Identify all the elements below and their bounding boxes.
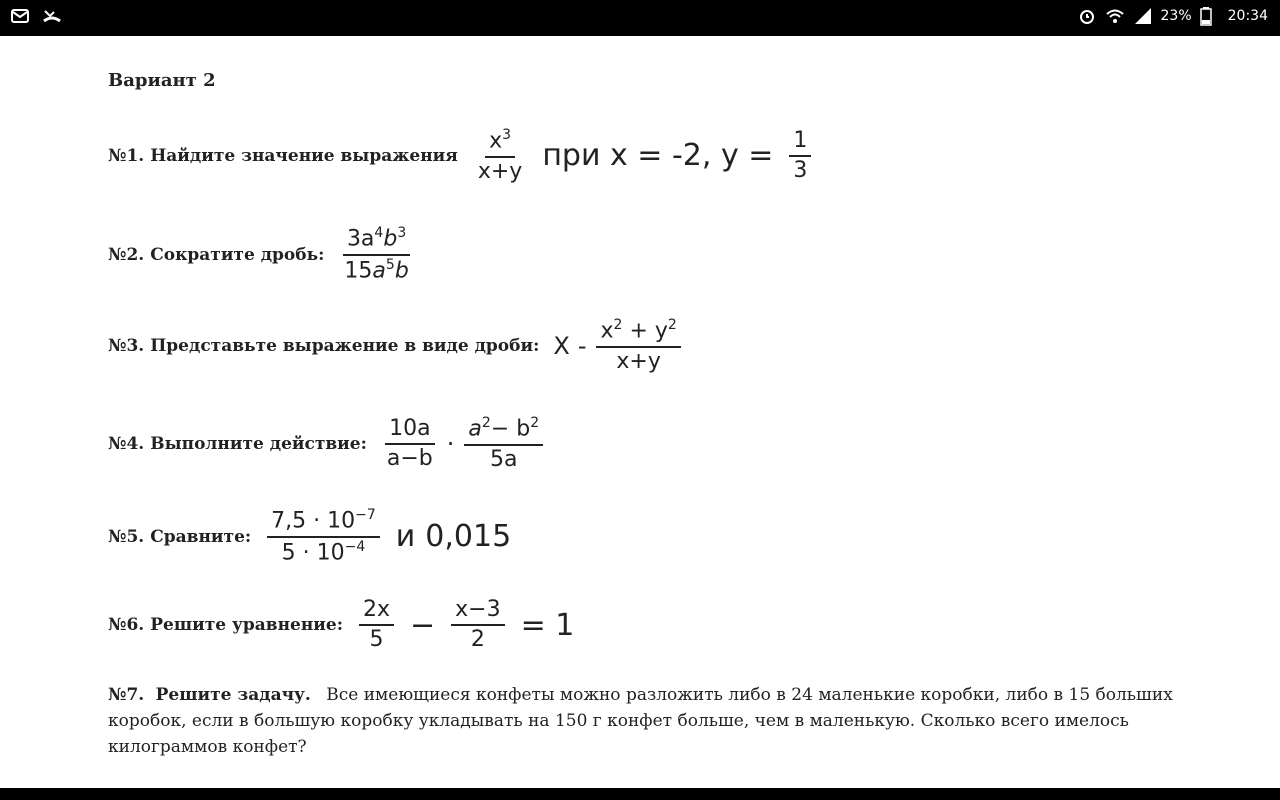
denominator: x+y — [616, 348, 661, 374]
num-part: 7,5 · 10 — [271, 508, 356, 534]
task-label: Решите задачу. — [155, 685, 311, 705]
den-part: 15 — [344, 257, 373, 283]
fraction-expression — [267, 508, 380, 565]
den-part: b — [394, 257, 409, 283]
task-3 — [108, 318, 687, 374]
condition-text: при x = -2, y = — [542, 138, 774, 174]
fraction-1 — [383, 417, 437, 471]
exponent: 5 — [385, 256, 395, 273]
exponent: 2 — [481, 415, 491, 431]
fraction-expression — [340, 226, 412, 283]
num-part: 3a — [346, 226, 375, 252]
task-4 — [108, 416, 549, 472]
exponent: 2 — [667, 317, 677, 333]
fraction-expression — [596, 318, 680, 374]
minus-sign: - — [577, 331, 587, 360]
task-label: Представьте выражение в виде дроби: — [150, 335, 540, 356]
denominator: x+y — [477, 158, 523, 184]
task-number: №2. — [108, 244, 145, 265]
numerator: x−3 — [451, 598, 504, 626]
task-text: Все имеющиеся конфеты можно разложить либо в 24 маленькие коробки, либо в 15 больших коробок, если в большую коробку укладывать на 150 г конфет больше, чем в маленькую. Сколько всего имелось килограммов конфет? — [108, 685, 1173, 757]
den-part: 5 · 10 — [281, 539, 345, 565]
numerator: 10a — [385, 417, 434, 445]
fraction-2 — [451, 598, 504, 652]
task-label: Решите уравнение: — [150, 615, 343, 636]
denominator: 5a — [490, 446, 518, 472]
exponent: 2 — [530, 415, 540, 431]
wifi-icon — [1105, 6, 1125, 26]
exponent: −4 — [344, 538, 366, 555]
denominator: 3 — [793, 157, 808, 183]
task-number: №5. — [108, 526, 145, 547]
exponent: 2 — [613, 317, 623, 333]
battery-percent: 23% — [1160, 8, 1192, 24]
task-number: №7. — [108, 685, 145, 705]
numerator: 2x — [359, 598, 394, 626]
bottom-bar — [0, 788, 1280, 800]
task-6 — [108, 598, 584, 652]
fraction-y — [789, 129, 811, 183]
task-number: №4. — [108, 433, 145, 454]
missed-call-icon — [42, 6, 62, 26]
den-part: a — [372, 257, 386, 283]
num-part: x — [600, 318, 614, 344]
num-part: b — [383, 226, 398, 252]
fraction-1 — [359, 598, 394, 652]
task-label: Сравните: — [150, 526, 252, 547]
task-1 — [108, 128, 817, 184]
denominator: a−b — [386, 445, 433, 471]
numerator: x — [489, 128, 503, 154]
task-7 — [108, 682, 1248, 760]
equals-one: = 1 — [520, 607, 575, 643]
denominator: 5 — [369, 627, 384, 653]
task-label: Найдите значение выражения — [150, 145, 458, 166]
and-word: и — [395, 519, 416, 555]
exponent: 4 — [374, 225, 384, 241]
minus-sign: − — [410, 607, 436, 643]
task-number: №6. — [108, 615, 145, 636]
lhs-term: X — [553, 331, 570, 360]
task-5 — [108, 508, 521, 565]
mail-icon — [10, 6, 30, 26]
exponent: 3 — [502, 127, 512, 143]
status-bar — [0, 0, 1280, 36]
denominator: 2 — [470, 627, 485, 653]
variant-title: Вариант 2 — [108, 70, 216, 91]
fraction-2 — [464, 416, 543, 472]
num-part: + y — [629, 318, 668, 344]
task-2 — [108, 226, 419, 283]
signal-icon — [1133, 6, 1153, 26]
alarm-icon — [1077, 6, 1097, 26]
exponent: 3 — [397, 225, 407, 241]
num-part: − b — [490, 416, 531, 442]
multiply-sign: · — [446, 429, 455, 458]
fraction-expression — [474, 128, 526, 184]
exponent: −7 — [355, 507, 376, 523]
worksheet-image — [0, 36, 1280, 788]
numerator: 1 — [789, 129, 811, 157]
task-number: №3. — [108, 335, 145, 356]
clock: 20:34 — [1227, 8, 1268, 24]
task-number: №1. — [108, 145, 145, 166]
compare-value: 0,015 — [425, 519, 512, 555]
task-label: Выполните действие: — [150, 433, 367, 454]
task-label: Сократите дробь: — [150, 244, 325, 265]
num-part: a — [468, 416, 482, 442]
battery-icon — [1200, 6, 1220, 26]
